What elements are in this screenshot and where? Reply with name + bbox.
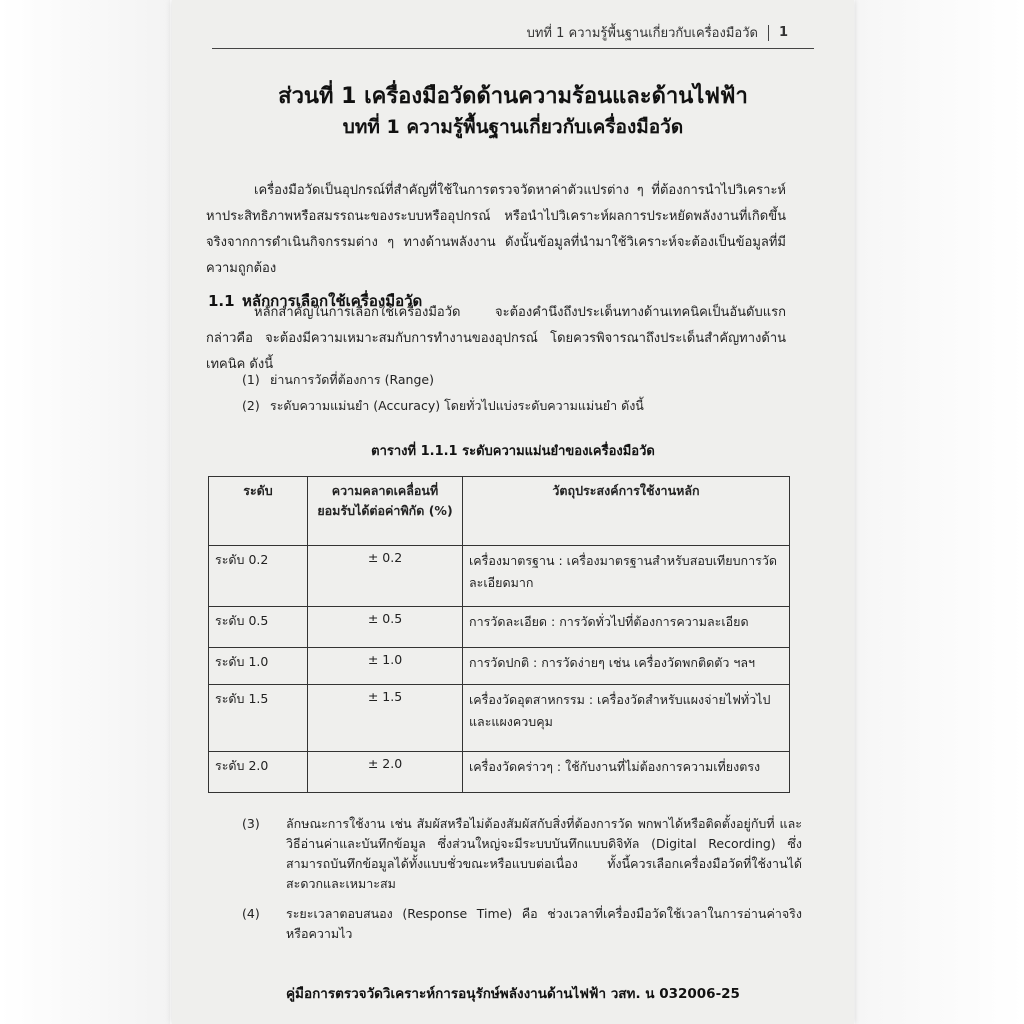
- cell-purpose: เครื่องมาตรฐาน : เครื่องมาตรฐานสำหรับสอบเทียบการวัดละเอียดมาก: [463, 546, 790, 607]
- list-item-text: ระดับความแม่นยำ (Accuracy) โดยทั่วไปแบ่งระดับความแม่นยำ ดังนี้: [270, 398, 644, 413]
- cell-level: ระดับ 0.5: [209, 607, 308, 648]
- table-header-row: [209, 477, 790, 546]
- background-left: [0, 0, 170, 1024]
- cell-purpose: การวัดละเอียด : การวัดทั่วไปที่ต้องการความละเอียด: [463, 607, 790, 648]
- list-item: [242, 396, 644, 416]
- cell-purpose: การวัดปกติ : การวัดง่ายๆ เช่น เครื่องวัดพกติดตัว ฯลฯ: [463, 648, 790, 685]
- list-item-number: (2): [242, 398, 260, 413]
- cell-tolerance: ± 1.0: [308, 648, 463, 685]
- background-right: [855, 0, 1024, 1024]
- cell-tolerance: ± 1.5: [308, 685, 463, 752]
- cell-level: ระดับ 1.0: [209, 648, 308, 685]
- intro-paragraph: เครื่องมือวัดเป็นอุปกรณ์ที่สำคัญที่ใช้ในการตรวจวัดหาค่าตัวแปรต่าง ๆ ที่ต้องการนำไปวิเคราะห์หาประสิทธิภาพหรือสมรรถนะของระบบหรืออุปกรณ์ หรือนำไปวิเคราะห์ผลการประหยัดพลังงานที่เกิดขึ้นจริงจากการดำเนินกิจกรรมต่าง ๆ ทางด้านพลังงาน ดังนั้นข้อมูลที่นำมาใช้วิเคราะห์จะต้องเป็นข้อมูลที่มีความถูกต้อง: [206, 183, 786, 276]
- part-title: ส่วนที่ 1 เครื่องมือวัดด้านความร้อนและด้านไฟฟ้า: [278, 84, 748, 109]
- cell-tolerance: ± 2.0: [308, 752, 463, 793]
- table-row: [209, 546, 790, 607]
- section-paragraph: หลักสำคัญในการเลือกใช้เครื่องมือวัด จะต้องคำนึงถึงประเด็นทางด้านเทคนิคเป็นอันดับแรก กล่าวคือ จะต้องมีความเหมาะสมกับการทำงานของอุปกรณ์ โดยควรพิจารณาถึงประเด็นสำคัญทางด้านเทคนิค ดังนี้: [206, 305, 786, 372]
- page-footer: คู่มือการตรวจวัดวิเคราะห์การอนุรักษ์พลังงานด้านไฟฟ้า วสท. น 032006-25: [286, 986, 740, 1002]
- cell-tolerance: ± 0.2: [308, 546, 463, 607]
- table-row: [209, 752, 790, 793]
- list-item-number: (1): [242, 372, 260, 387]
- cell-level: ระดับ 1.5: [209, 685, 308, 752]
- list-item-text: ระยะเวลาตอบสนอง (Response Time) คือ ช่วงเวลาที่เครื่องมือวัดใช้เวลาในการอ่านค่าจริงหรือความไว: [286, 906, 802, 941]
- list-item-text: ลักษณะการใช้งาน เช่น สัมผัสหรือไม่ต้องสัมผัสกับสิ่งที่ต้องการวัด พกพาได้หรือติดตั้งอยู่กับที่ และวิธีอ่านค่าและบันทึกข้อมูล ซึ่งส่วนใหญ่จะมีระบบบันทึกแบบดิจิทัล (Digital Recording) ซึ่งสามารถบันทึกข้อมูลได้ทั้งแบบชั่วขณะหรือแบบต่อเนื่อง ทั้งนี้ควรเลือกเครื่องมือวัดที่ใช้งานได้สะดวกและเหมาะสม: [286, 816, 802, 891]
- section-number: 1.1: [208, 292, 235, 310]
- cell-level: ระดับ 0.2: [209, 546, 308, 607]
- header-purpose: วัตถุประสงค์การใช้งานหลัก: [463, 477, 790, 546]
- list-item: [242, 904, 802, 944]
- list-item-number: (3): [242, 816, 260, 831]
- list-item-text: ย่านการวัดที่ต้องการ (Range): [270, 372, 434, 387]
- cell-purpose: เครื่องวัดอุตสาหกรรม : เครื่องวัดสำหรับแผงจ่ายไฟทั่วไปและแผงควบคุม: [463, 685, 790, 752]
- list-item-number: (4): [242, 906, 260, 921]
- book-page: [172, 0, 854, 1024]
- section-title: หลักการเลือกใช้เครื่องมือวัด: [242, 292, 423, 310]
- header-level: ระดับ: [209, 477, 308, 546]
- cell-level: ระดับ 2.0: [209, 752, 308, 793]
- cell-purpose: เครื่องวัดคร่าวๆ : ใช้กับงานที่ไม่ต้องการความเที่ยงตรง: [463, 752, 790, 793]
- header-chapter: บทที่ 1 ความรู้พื้นฐานเกี่ยวกับเครื่องมือวัด: [526, 26, 758, 41]
- header-divider: [768, 25, 769, 41]
- list-item: [242, 814, 802, 894]
- header-tolerance: ความคลาดเคลื่อนที่ยอมรับได้ต่อค่าพิกัด (%): [308, 477, 463, 546]
- chapter-title: บทที่ 1 ความรู้พื้นฐานเกี่ยวกับเครื่องมือวัด: [342, 116, 684, 138]
- list-item: [242, 370, 434, 390]
- table-caption: ตารางที่ 1.1.1 ระดับความแม่นยำของเครื่องมือวัด: [371, 444, 655, 459]
- table-row: [209, 648, 790, 685]
- cell-tolerance: ± 0.5: [308, 607, 463, 648]
- table-row: [209, 607, 790, 648]
- table-row: [209, 685, 790, 752]
- page-number: 1: [778, 25, 788, 40]
- header-rule: [212, 48, 814, 49]
- running-header: [527, 22, 788, 43]
- accuracy-table: [208, 476, 790, 793]
